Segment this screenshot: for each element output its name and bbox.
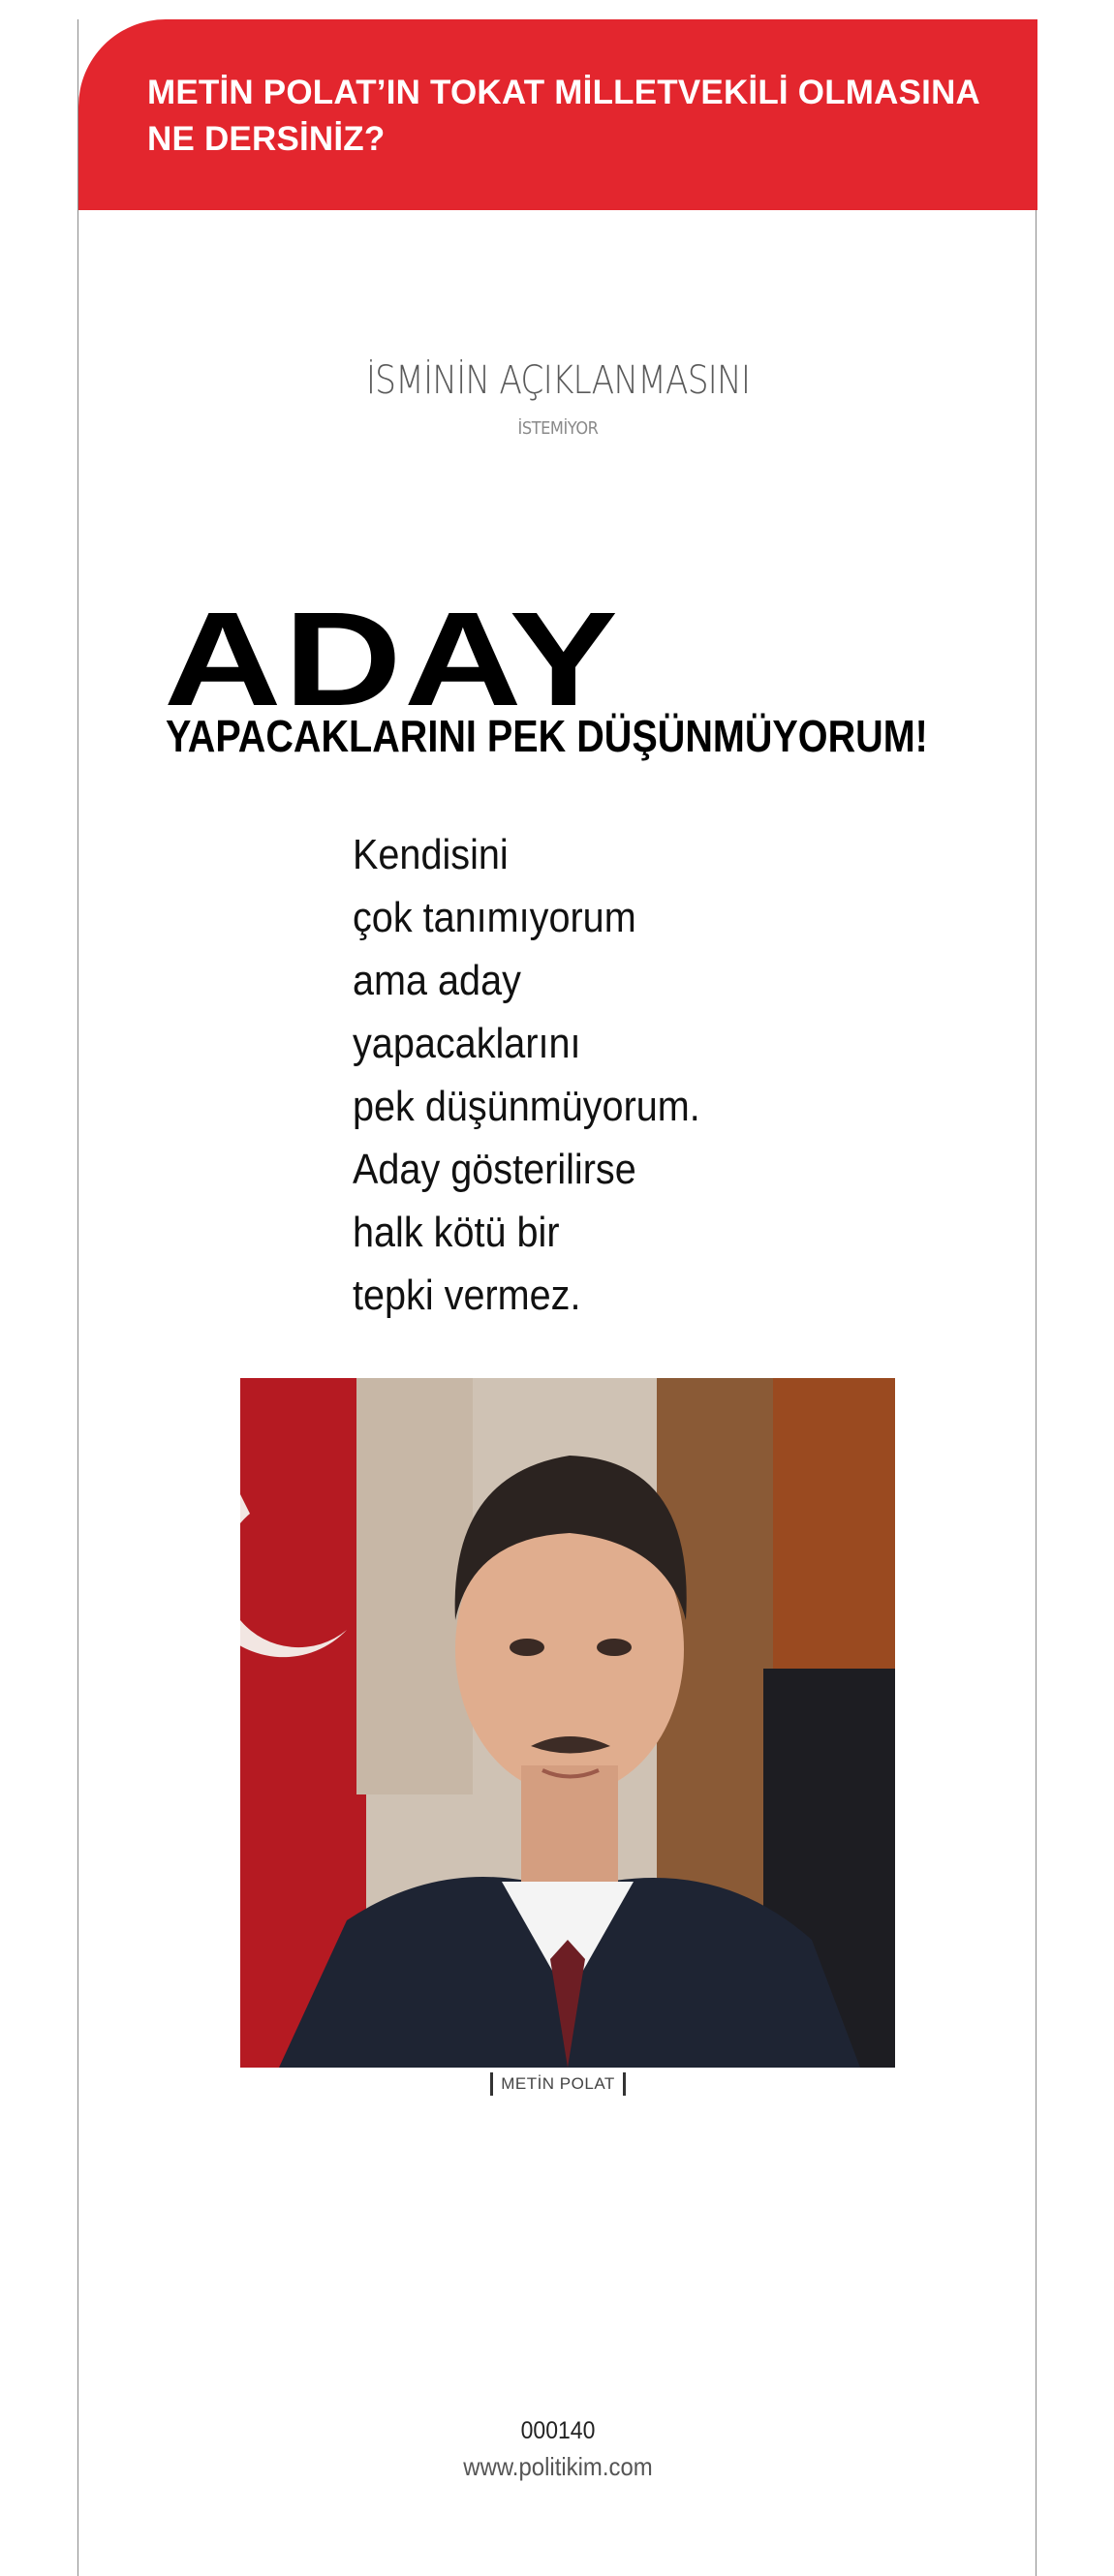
headline-keyword: ADAY bbox=[164, 585, 621, 734]
headline-subtitle: YAPACAKLARINI PEK DÜŞÜNMÜYORUM! bbox=[166, 711, 928, 761]
quote-line: çok tanımıyorum bbox=[353, 894, 636, 941]
question-title bbox=[147, 70, 1000, 163]
quote-line: tepki vermez. bbox=[353, 1272, 581, 1319]
quote-text bbox=[353, 823, 700, 1327]
question-header bbox=[78, 19, 1037, 210]
quote-line: Kendisini bbox=[353, 831, 509, 878]
survey-card bbox=[77, 19, 1037, 2576]
quote-line: Aday gösterilirse bbox=[353, 1146, 636, 1193]
caption-bar-left bbox=[490, 2072, 493, 2096]
question-line-1: METİN POLAT’IN TOKAT MİLLETVEKİLİ OLMASINA bbox=[147, 74, 981, 111]
quote-line: yapacaklarını bbox=[353, 1020, 581, 1067]
quote-line: ama aday bbox=[353, 957, 521, 1004]
footer-url[interactable]: www.politikim.com bbox=[463, 2452, 653, 2481]
caption-text: METİN POLAT bbox=[501, 2074, 615, 2093]
caption-bar-right bbox=[623, 2072, 626, 2096]
respondent-name: İSMİNİN AÇIKLANMASINI bbox=[365, 358, 751, 403]
quote-line: halk kötü bir bbox=[353, 1209, 560, 1256]
portrait-illustration bbox=[240, 1378, 895, 2068]
respondent-note: İSTEMİYOR bbox=[517, 418, 599, 439]
quote-line: pek düşünmüyorum. bbox=[353, 1083, 700, 1130]
photo-caption bbox=[78, 2072, 1037, 2096]
portrait-photo bbox=[240, 1378, 895, 2068]
footer-number: 000140 bbox=[520, 2417, 596, 2444]
question-line-2: NE DERSİNİZ? bbox=[147, 120, 386, 158]
